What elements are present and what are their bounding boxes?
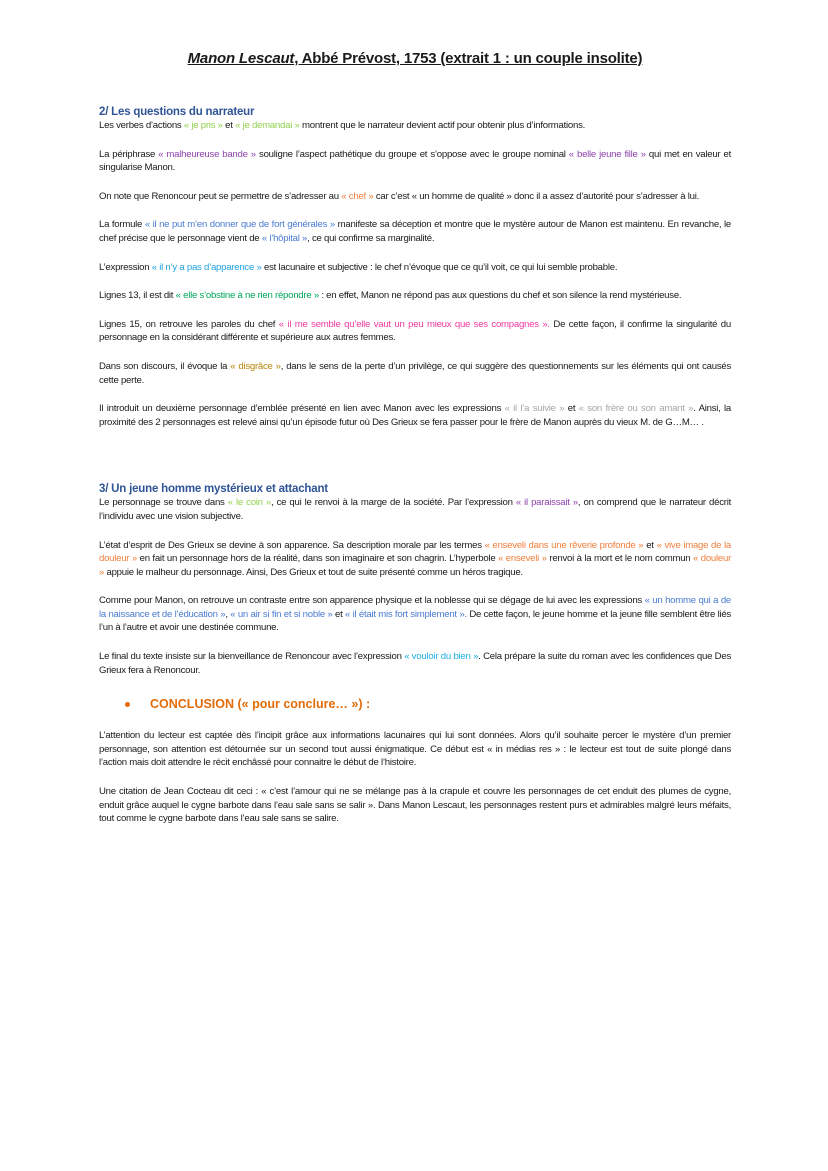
- text-run: ,: [225, 608, 231, 620]
- text-run: et: [222, 120, 236, 131]
- quotation-highlight: « douleur »: [99, 553, 732, 578]
- section-heading: 2/ Les questions du narrateur: [99, 106, 255, 118]
- text-run: qui met en valeur et singularise Manon.: [99, 148, 731, 174]
- paragraph: [99, 318, 731, 345]
- conclusion-heading-text: CONCLUSION (« pour conclure… ») :: [150, 697, 371, 712]
- text-run: La formule: [99, 219, 145, 231]
- quotation-highlight: « il n’y a pas d’apparence »: [151, 261, 262, 273]
- text-run: Lignes 13, il est dit: [99, 290, 176, 302]
- paragraph: [99, 119, 731, 133]
- text-run: car c’est « un homme de qualité » donc il a assez d’autorité pour s’adresser à lui.: [373, 190, 700, 202]
- section-body: [99, 119, 731, 429]
- quotation-highlight: « malheureuse bande »: [158, 148, 256, 160]
- quotation-highlight: « un homme qui a de la naissance et de l’éducation »: [99, 595, 732, 620]
- conclusion-section: [99, 697, 731, 826]
- quotation-highlight: « il paraissait »: [515, 497, 578, 509]
- text-run: , on comprend que le narrateur décrit l’individu avec une vision subjective.: [99, 497, 732, 522]
- text-run: en fait un personnage hors de la réalité, dans son imaginaire et son chagrin. L’hyperbole: [136, 553, 499, 565]
- text-run: et: [564, 403, 579, 415]
- bullet-icon: [125, 702, 130, 707]
- section-3: [99, 482, 731, 677]
- section-body: [99, 729, 731, 826]
- text-run: et: [643, 539, 657, 551]
- quotation-highlight: « je demandai »: [235, 120, 300, 131]
- paragraph: [99, 148, 731, 175]
- quotation-highlight: « l’hôpital »: [261, 232, 308, 244]
- quotation-highlight: « vouloir du bien »: [404, 651, 479, 663]
- quotation-highlight: « chef »: [341, 190, 374, 202]
- text-run: L’état d’esprit de Des Grieux se devine à son apparence. Sa description morale par les termes: [99, 539, 485, 551]
- quotation-highlight: « belle jeune fille »: [568, 148, 646, 160]
- section-2: [99, 105, 731, 429]
- paragraph: [99, 729, 731, 770]
- text-run: Dans son discours, il évoque la: [99, 360, 231, 372]
- paragraph: [99, 402, 731, 429]
- quotation-highlight: « je pris »: [183, 120, 223, 131]
- quotation-highlight: « elle s’obstine à ne rien répondre »: [175, 290, 319, 302]
- text-run: Le personnage se trouve dans: [99, 497, 228, 509]
- text-run: renvoi à la mort et le nom commun: [546, 553, 694, 565]
- text-run: et: [332, 608, 346, 620]
- text-run: Le final du texte insiste sur la bienveillance de Renoncour avec l’expression: [99, 651, 405, 663]
- text-run: L’expression: [99, 261, 152, 273]
- text-run: La périphrase: [99, 148, 159, 160]
- text-run: Les verbes d’actions: [99, 120, 184, 131]
- text-run: Comme pour Manon, on retrouve un contraste entre son apparence physique et la noblesse qui se dégage de lui avec les expressions: [99, 595, 645, 607]
- text-run: L’attention du lecteur est captée dès l’incipit grâce aux informations lacunaires qui lui sont données. Alors qu’il souhaite percer le mystère d’un premier personnage, son attention est détournée sur un second tout aussi énigmatique. Ce début est « in médias res » : le lecteur est tout de suite plongé dans l’action mais doit attendre le récit enchâssé pour connaitre le début de l’histoire.: [99, 730, 731, 769]
- document-title: [99, 50, 731, 67]
- text-run: Il introduit un deuxième personnage d’emblée présenté en lien avec Manon avec les expressions: [99, 403, 505, 415]
- quotation-highlight: « enseveli dans une rêverie profonde »: [484, 539, 644, 551]
- text-run: , dans le sens de la perte d’un privilège, ce qui suggère des questionnements sur les éléments qui ont causés cette perte.: [99, 360, 732, 386]
- section-heading: 3/ Un jeune homme mystérieux et attachant: [99, 483, 328, 496]
- text-run: souligne l’aspect pathétique du groupe et s’oppose avec le groupe nominal: [255, 148, 569, 160]
- paragraph: [99, 650, 731, 677]
- quotation-highlight: « son frère ou son amant »: [578, 403, 694, 415]
- quotation-highlight: « le coin »: [227, 497, 272, 509]
- paragraph: [99, 785, 731, 826]
- quotation-highlight: « il l’a suivie »: [504, 403, 565, 415]
- quotation-highlight: « il était mis fort simplement ».: [345, 608, 467, 620]
- text-run: : en effet, Manon ne répond pas aux questions du chef et son silence la rend mystérieuse.: [318, 290, 682, 302]
- paragraph: [99, 594, 731, 635]
- paragraph: [99, 190, 731, 204]
- text-run: On note que Renoncour peut se permettre de s’adresser au: [99, 190, 342, 202]
- conclusion-heading: [125, 697, 731, 711]
- paragraph: [99, 289, 731, 303]
- section-body: [99, 496, 731, 677]
- text-run: , ce qui le renvoi à la marge de la société. Par l’expression: [271, 497, 516, 509]
- text-run: manifeste sa déception et montre que le mystère autour de Manon est maintenu. En revanche, le chef précise que le personnage vient de: [99, 219, 731, 244]
- title-rest: , Abbé Prévost, 1753 (extrait 1 : un couple insolite): [294, 50, 643, 67]
- text-run: , ce qui confirme sa marginalité.: [307, 232, 435, 244]
- paragraph: [99, 261, 731, 275]
- quotation-highlight: « il ne put m’en donner que de fort générales »: [144, 219, 335, 231]
- text-run: De cette façon, le jeune homme et la jeune fille semblent être liés l’un à l’autre et avoir une destinée commune.: [99, 608, 731, 634]
- title-italic: Manon Lescaut: [187, 50, 295, 67]
- paragraph: [99, 496, 731, 523]
- paragraph: [99, 539, 731, 580]
- quotation-highlight: « il me semble qu’elle vaut un peu mieux que ses compagnes ».: [278, 318, 550, 330]
- paragraph: [99, 218, 731, 245]
- quotation-highlight: « un air si fin et si noble »: [230, 608, 333, 620]
- text-run: . Ainsi, la proximité des 2 personnages est relevé ainsi qu’un épisode futur où Des Grieux se fera passer pour le frère de Manon auprès du vieux M. de G…M… .: [99, 403, 731, 428]
- text-run: . Cela prépare la suite du roman avec les confidences que Des Grieux fera à Renoncour.: [99, 651, 731, 676]
- text-run: Lignes 15, on retrouve les paroles du chef: [99, 318, 279, 330]
- text-run: montrent que le narrateur devient actif pour obtenir plus d’informations.: [299, 120, 586, 131]
- text-run: Une citation de Jean Cocteau dit ceci : « c’est l’amour qui ne se mélange pas à la crapule et couvre les personnages de cet enduit des plumes de cygne, enduit grâce auquel le cygne barbote dans l’eau sale sans se salir ». Dans Manon Lescaut, les personnages restent purs et admirables malgré leurs méfaits, tout comme le cygne barbote dans l’eau sale sans se salire.: [99, 786, 731, 825]
- quotation-highlight: « enseveli »: [498, 553, 547, 565]
- text-run: appuie le malheur du personnage. Ainsi, Des Grieux et tout de suite présenté comme un héros tragique.: [104, 566, 523, 578]
- text-run: De cette façon, il confirme la singularité du personnage en la considérant différente et supérieure aux autres femmes.: [99, 318, 731, 344]
- paragraph: [99, 360, 731, 387]
- quotation-highlight: « disgrâce »: [230, 360, 281, 372]
- quotation-highlight: « vive image de la douleur »: [99, 539, 732, 565]
- text-run: est lacunaire et subjective : le chef n’évoque que ce qu’il voit, ce qui lui semble probable.: [261, 261, 618, 273]
- document-page: [99, 50, 731, 841]
